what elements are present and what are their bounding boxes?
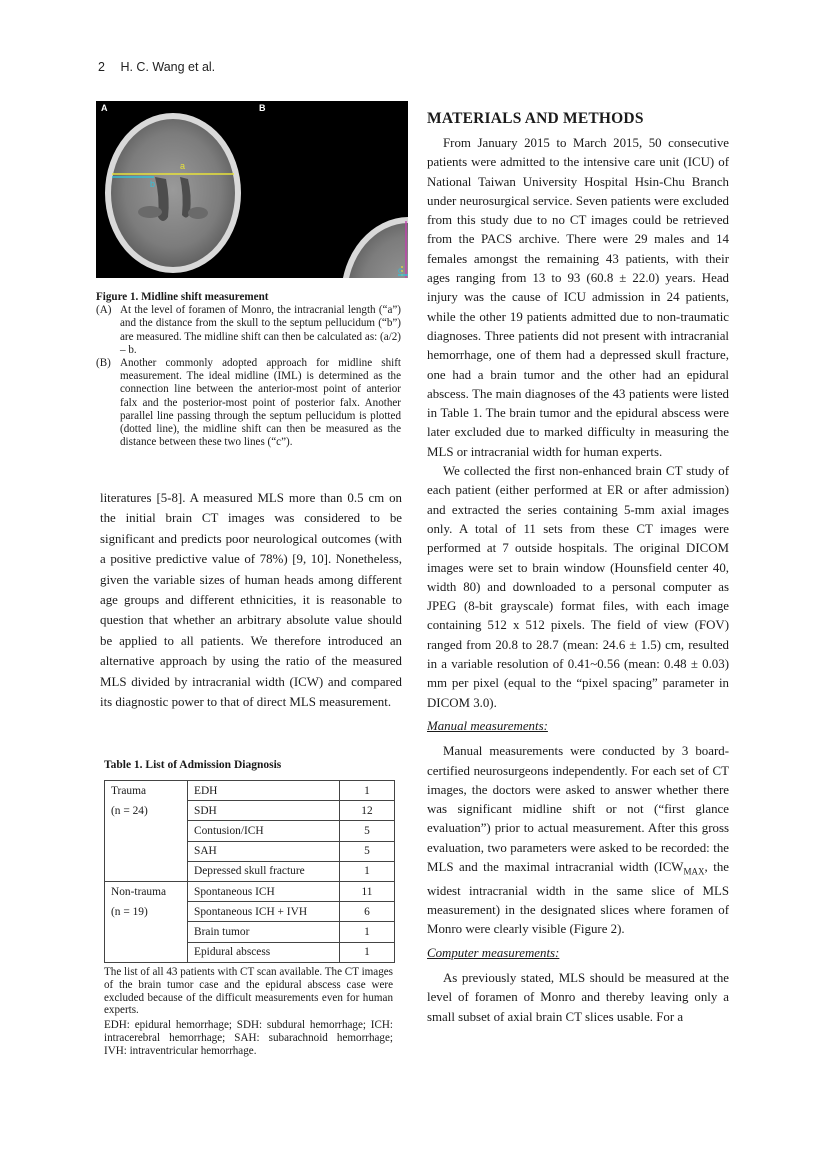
paragraph-patients: From January 2015 to March 2015, 50 consecutive patients were admitted to the intensive care unit (ICU) of National Taiwan University Hospital Hsin-Chu Branch under neurosurgical service. Seven patients were excluded from this study due to no CT images could be retrieved from the PACS archive. There were 29 males and 14 females amongst the remaining 43 patients, with their ages ranging from 13 to 93 (60.8 ± 22.0) years. Head injury was the cause of ICU admission in 24 patients, while the other 19 patients admitted due to non-traumatic diagnoses. Three patients did not present with intracranial hemorrhage, one of them had a depressed skull fracture, one had a brain tumor and the other had an epidural abscess. The main diagnoses of the 43 patients were listed in Table 1. The brain tumor and the epidural abscess were later excluded due to marked difficulty in measuring the MLS or intracranial width for human experts. [427, 136, 729, 459]
right-column [427, 110, 729, 1027]
panel-b-label: B [259, 103, 266, 113]
caption-item-text: At the level of foramen of Monro, the intracranial length (“a”) and the distance from the skull to the septum pellucidum (“b”) are measured. The midline shift can then be calculated as: (a/2) – b. [120, 304, 401, 356]
running-header [98, 60, 215, 74]
page-number: 2 [98, 60, 105, 74]
diagnosis-cell: Brain tumor [188, 922, 340, 942]
figure-1-caption [96, 291, 401, 449]
subheading-manual: Manual measurements: [427, 718, 548, 733]
diagnosis-cell: SDH [188, 801, 340, 821]
left-column-body: literatures [5-8]. A measured MLS more than 0.5 cm on the initial brain CT images was considered to be significant and predicts poor neurological outcomes (with a positive predictive value of 78%) [9, 10]. Nonetheless, given the variable sizes of human heads among different age groups and different ethnicities, it is reasonable to question that whether an arbitrary absolute value should be applied to all patients. We therefore introduced an alternative approach by using the ratio of the measured MLS divided by intracranial width (ICW) and compared its diagnostic power to that of direct MLS measurement. [100, 491, 402, 710]
count-cell: 1 [340, 781, 395, 801]
paragraph-manual: Manual measurements were conducted by 3 board-certified neurosurgeons independently. For each set of CT images, the doctors were asked to answer whether there was significant midline shift or not (“first glance evaluation”) prior to actual measurement. After this gross evaluation, two parameters were asked to be recorded: the MLS and the maximal intracranial width ($ICW_{MAX}$, the widest intracranial width in the same slice of MLS measurement) in the designated slices where foramen of Monro were clearly visible (Figure 2). [427, 744, 729, 937]
count-cell: 6 [340, 902, 395, 922]
table-row [105, 881, 395, 901]
count-cell: 11 [340, 881, 395, 901]
count-cell: 1 [340, 861, 395, 881]
group-n: (n = 19) [105, 902, 188, 922]
caption-item-a [96, 304, 401, 357]
figure-1-ct-images [96, 101, 432, 295]
table-row [105, 902, 395, 922]
diagnosis-cell: Epidural abscess [188, 942, 340, 962]
caption-item-label: (A) [96, 304, 112, 317]
diagnosis-cell: Contusion/ICH [188, 821, 340, 841]
diagnosis-cell: Depressed skull fracture [188, 861, 340, 881]
table-row [105, 861, 395, 881]
panel-a-label: A [101, 103, 108, 113]
label-a: a [180, 161, 186, 171]
table-row [105, 942, 395, 962]
group-name: Non-trauma [105, 881, 188, 901]
caption-item-text: Another commonly adopted approach for midline shift measurement. The ideal midline (IML) is determined as the connection line between the anterior-most point of anterior falx and the posterior-most point of posterior falx. Another parallel line passing through the septum pellucidum is plotted (dotted line), the midline shift can then be measured as the distance between these two lines (“c”). [120, 357, 401, 449]
section-heading: MATERIALS AND METHODS [427, 110, 644, 127]
count-cell: 1 [340, 922, 395, 942]
group-name: Trauma [105, 781, 188, 801]
table-note-1: The list of all 43 patients with CT scan available. The CT images of the brain tumor case and the epidural abscess case were excluded because of the difficult measurements even for human experts. [104, 966, 393, 1017]
diagnosis-cell: SAH [188, 841, 340, 861]
table-1-notes [104, 966, 393, 1060]
subheading-computer: Computer measurements: [427, 945, 560, 960]
diagnosis-cell: Spontaneous ICH + IVH [188, 902, 340, 922]
table-1-title: Table 1. List of Admission Diagnosis [104, 759, 282, 771]
brain-tissue [111, 119, 235, 267]
count-cell: 5 [340, 841, 395, 861]
ct-scan-panel-b: c IML [258, 211, 408, 278]
admission-diagnosis-table [104, 780, 395, 963]
table-row [105, 841, 395, 861]
table-note-abbreviations: EDH: epidural hemorrhage; SDH: subdural hemorrhage; ICH: intracerebral hemorrhage; SAH: subarachnoid hemorrhage; IVH: intraventricular hemorrhage. [104, 1019, 393, 1057]
ct-scan-panel-a [100, 107, 246, 275]
caption-item-label: (B) [96, 357, 111, 370]
table-row [105, 922, 395, 942]
count-cell: 5 [340, 821, 395, 841]
label-b: b [150, 179, 156, 189]
paragraph-computer: As previously stated, MLS should be measured at the level of foramen of Monro and thereby leaving only a small subset of axial brain CT slices usable. For a [427, 971, 729, 1024]
label-c: c [398, 266, 402, 275]
diagnosis-cell: Spontaneous ICH [188, 881, 340, 901]
table-row [105, 821, 395, 841]
diagnosis-cell: EDH [188, 781, 340, 801]
paragraph-ct-collection: We collected the first non-enhanced brain CT study of each patient (either performed at ER or after admission) and extracted the series containing 5-mm axial images only. A total of 11 sets from these CT images were performed at 7 outside hospitals. The original DICOM images were set to brain window (Hounsfield center 40, width 80) and downloaded to a personal computer as JPEG (8-bit grayscale) format files, with each image containing 512 x 512 pixels. The field of view (FOV) ranged from 20.8 to 28.7 (mean: 24.6 ± 1.5) cm, resulted in a variable resolution of 0.41~0.56 (mean: 0.48 ± 0.03) mm per pixel (equal to the “pixel spacing” parameter in DICOM 3.0). [427, 464, 729, 710]
table-row [105, 781, 395, 801]
group-n: (n = 24) [105, 801, 188, 821]
caption-title: Figure 1. Midline shift measurement [96, 291, 269, 303]
count-cell: 12 [340, 801, 395, 821]
caption-item-b [96, 357, 401, 449]
table-row [105, 801, 395, 821]
running-authors: H. C. Wang et al. [120, 60, 216, 74]
count-cell: 1 [340, 942, 395, 962]
